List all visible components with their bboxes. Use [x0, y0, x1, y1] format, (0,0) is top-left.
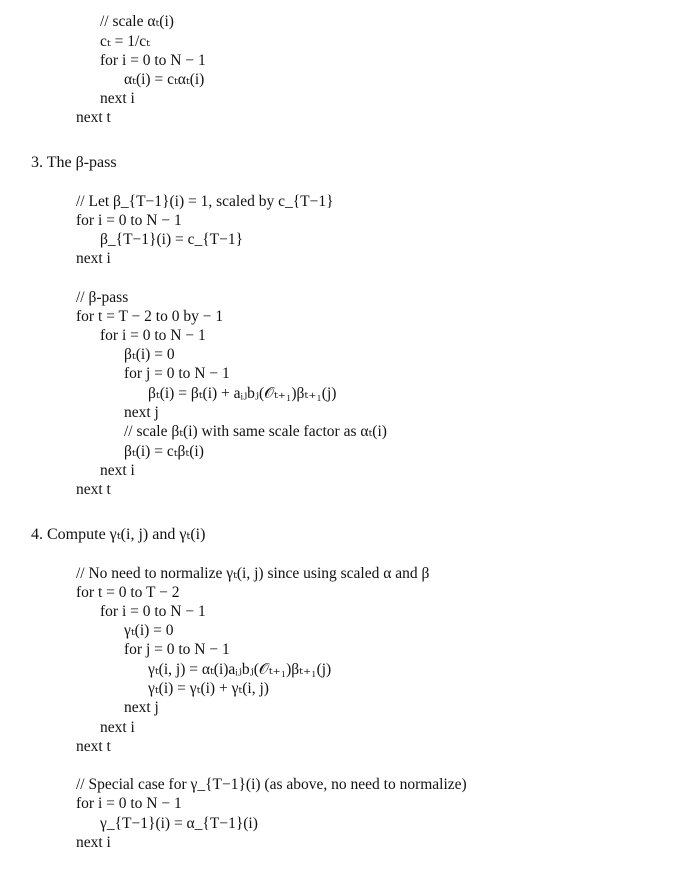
beta-pass-for-j-line: for j = 0 to N − 1 — [124, 365, 230, 382]
special-case-next-i-line: next i — [76, 834, 111, 851]
beta-pass-next-j-line: next j — [124, 404, 159, 421]
beta-init-next-i-line: next i — [76, 250, 111, 267]
section-4-heading: 4. Compute γₜ(i, j) and γₜ(i) — [31, 526, 206, 543]
special-case-for-i-line: for i = 0 to N − 1 — [76, 795, 182, 812]
beta-pass-next-i-line: next i — [100, 462, 135, 479]
alpha-scale-comment: // scale αₜ(i) — [100, 13, 174, 30]
gamma-next-i-line: next i — [100, 719, 135, 736]
alpha-scale-assignment: αₜ(i) = cₜαₜ(i) — [124, 71, 205, 88]
beta-pass-scale-assignment: βₜ(i) = cₜβₜ(i) — [124, 443, 204, 460]
special-case-comment: // Special case for γ_{T−1}(i) (as above, no need to normalize) — [76, 776, 467, 793]
digamma-assignment: γₜ(i, j) = αₜ(i)aᵢⱼbⱼ(𝒪ₜ₊₁)βₜ₊₁(j) — [148, 661, 332, 678]
alpha-next-i-line: next i — [100, 90, 135, 107]
section-3-heading: 3. The β-pass — [31, 154, 117, 171]
beta-pass-sum-assignment: βₜ(i) = βₜ(i) + aᵢⱼbⱼ(𝒪ₜ₊₁)βₜ₊₁(j) — [148, 385, 337, 402]
gamma-next-t-line: next t — [76, 738, 111, 755]
beta-pass-for-t-line: for t = T − 2 to 0 by − 1 — [76, 308, 224, 325]
beta-init-for-i-line: for i = 0 to N − 1 — [76, 212, 182, 229]
beta-pass-scale-comment: // scale βₜ(i) with same scale factor as αₜ(i) — [124, 423, 387, 440]
alpha-scale-factor-line: cₜ = 1/cₜ — [100, 33, 150, 50]
gamma-zero-assignment: γₜ(i) = 0 — [124, 622, 174, 639]
gamma-for-i-line: for i = 0 to N − 1 — [100, 603, 206, 620]
beta-pass-zero-assignment: βₜ(i) = 0 — [124, 346, 175, 363]
alpha-for-i-line: for i = 0 to N − 1 — [100, 52, 206, 69]
beta-init-assignment: β_{T−1}(i) = c_{T−1} — [100, 231, 244, 248]
alpha-next-t-line: next t — [76, 109, 111, 126]
special-case-assignment: γ_{T−1}(i) = α_{T−1}(i) — [100, 815, 258, 832]
beta-pass-for-i-line: for i = 0 to N − 1 — [100, 327, 206, 344]
gamma-for-t-line: for t = 0 to T − 2 — [76, 584, 180, 601]
gamma-comment: // No need to normalize γₜ(i, j) since using scaled α and β — [76, 565, 430, 582]
beta-pass-comment: // β-pass — [76, 289, 129, 306]
gamma-for-j-line: for j = 0 to N − 1 — [124, 641, 230, 658]
beta-pass-next-t-line: next t — [76, 481, 111, 498]
gamma-next-j-line: next j — [124, 699, 159, 716]
beta-init-comment: // Let β_{T−1}(i) = 1, scaled by c_{T−1} — [76, 193, 334, 210]
gamma-sum-assignment: γₜ(i) = γₜ(i) + γₜ(i, j) — [148, 680, 269, 697]
